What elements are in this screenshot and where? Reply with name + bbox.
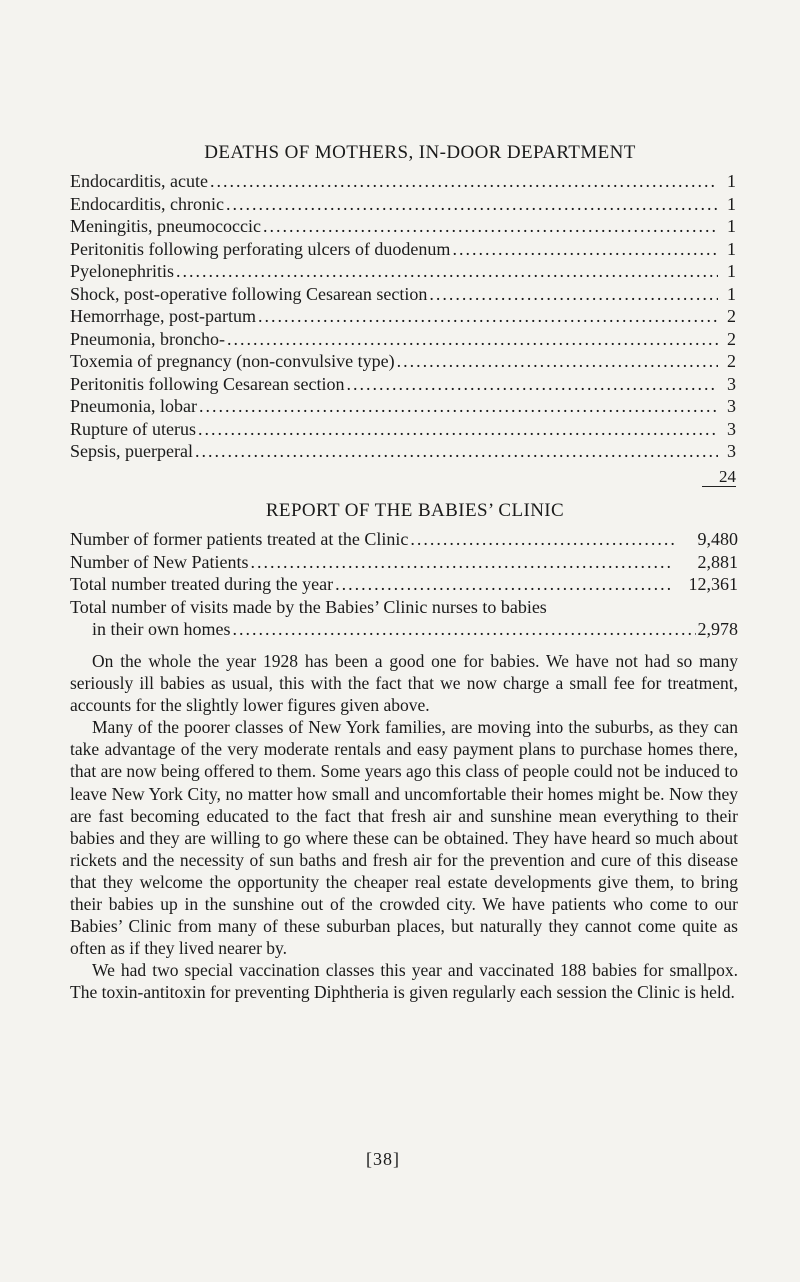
list-item: [70, 373, 736, 396]
list-item: [70, 260, 736, 283]
deaths-heading: DEATHS OF MOTHERS, IN-DOOR DEPARTMENT: [204, 142, 636, 163]
stat-label: Number of New Patients: [70, 551, 249, 572]
list-item: [70, 395, 736, 418]
death-cause: Shock, post-operative following Cesarean section: [70, 283, 428, 304]
death-count: 3: [727, 441, 736, 461]
death-count: 1: [727, 193, 736, 214]
death-cause: Pneumonia, broncho-: [70, 328, 225, 349]
stat-value: 2,881: [697, 551, 738, 572]
death-cause: Rupture of uterus: [70, 418, 196, 439]
death-cause: Meningitis, pneumococcic: [70, 216, 261, 236]
paragraph: We had two special vaccination classes this year and vaccinated 188 babies for smallpox. The toxin-antitoxin for preventing Diphtheria is given regularly each session the Clinic is held.: [70, 960, 738, 1003]
list-item: [70, 573, 738, 596]
visits-label-line2: [70, 618, 738, 640]
death-count: 3: [727, 373, 736, 394]
visits-label-line1: Total number of visits made by the Babies’ Clinic nurses to babies: [70, 597, 547, 617]
paragraph: On the whole the year 1928 has been a good one for babies. We have not had so many seriously ill babies as usual, this with the fact that we now charge a small fee for treatment, accounts for the slightly lower figures given above.: [70, 651, 738, 716]
list-item: [70, 551, 738, 574]
clinic-stats-list: [70, 528, 738, 596]
list-item: [70, 440, 736, 463]
death-count: 3: [727, 418, 736, 439]
death-count: 3: [727, 396, 736, 416]
page-number: [38]: [366, 1149, 400, 1169]
list-item: [70, 215, 736, 238]
stat-label: Total number treated during the year: [70, 574, 334, 594]
list-item: [70, 193, 736, 216]
list-item: [70, 283, 736, 306]
list-item: [70, 328, 736, 351]
visits-value: 2,978: [697, 619, 738, 639]
list-item: [70, 528, 738, 551]
stat-value: 9,480: [697, 529, 738, 549]
list-item: [70, 305, 736, 328]
list-item: [70, 170, 736, 193]
death-cause: Peritonitis following perforating ulcers of duodenum: [70, 238, 451, 259]
list-item: [70, 418, 736, 441]
death-cause: Toxemia of pregnancy (non-convulsive type): [70, 351, 395, 371]
death-cause: Endocarditis, acute: [70, 171, 208, 191]
death-cause: Hemorrhage, post-partum: [70, 306, 256, 326]
list-item: [70, 350, 736, 373]
stat-value: 12,361: [688, 574, 738, 594]
list-item: [70, 238, 736, 261]
death-cause: Pneumonia, lobar: [70, 396, 197, 416]
death-count: 1: [727, 216, 736, 236]
death-count: 2: [727, 306, 736, 326]
death-count: 1: [727, 238, 736, 259]
visits-label-continuation: in their own homes: [92, 619, 231, 639]
clinic-heading: REPORT OF THE BABIES’ CLINIC: [265, 500, 565, 521]
death-count: 1: [727, 261, 736, 281]
death-cause: Pyelonephritis: [70, 261, 174, 281]
death-count: 1: [727, 283, 736, 304]
death-count: 2: [727, 351, 736, 371]
death-count: 2: [727, 328, 736, 349]
death-cause: Sepsis, puerperal: [70, 441, 193, 461]
body-text: [70, 650, 738, 1004]
death-cause: Peritonitis following Cesarean section: [70, 373, 345, 394]
stat-label: Number of former patients treated at the Clinic: [70, 529, 409, 549]
death-cause: Endocarditis, chronic: [70, 193, 224, 214]
paragraph: Many of the poorer classes of New York families, are moving into the suburbs, as they can take advantage of the very moderate rentals and easy payment plans to purchase homes there, that are now being offered to them. Some years ago this class of people could not be induced to leave New York City, no matter how small and uncomfortable their homes might be. Now they are fast becoming educated to the fact that fresh air and sunshine mean everything to their babies and they are willing to go where these can be obtained. They have heard so much about rickets and the necessity of sun baths and fresh air for the prevention and cure of this disease that they welcome the opportunity the cheaper real estate developments give them, to bring their babies up in the sunshine out of the crowded city. We have patients who come to our Babies’ Clinic from many of these suburban places, but naturally they cannot come quite as often as if they lived nearer by.: [70, 717, 738, 959]
deaths-total: 24: [719, 467, 736, 486]
death-count: 1: [727, 171, 736, 191]
deaths-list: [70, 170, 736, 463]
